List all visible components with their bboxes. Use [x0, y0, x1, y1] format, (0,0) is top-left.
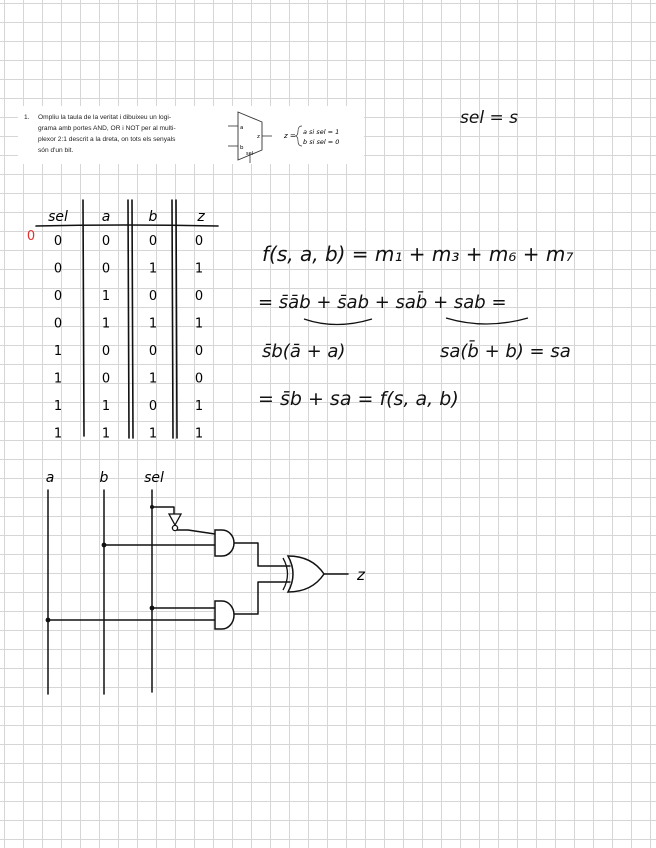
table-header: z	[197, 209, 205, 225]
junction-dot	[102, 543, 107, 548]
table-header: a	[101, 209, 111, 225]
instruction-line: Ompliu la taula de la veritat i dibuixeu un logi-	[38, 114, 172, 121]
table-cell: 0	[148, 344, 158, 359]
table-cell: 1	[53, 426, 63, 442]
instruction-line: són d'un bit.	[38, 147, 74, 154]
circuit-input-a-label: a	[45, 470, 55, 486]
table-header: sel	[48, 209, 68, 225]
table-cell: 1	[148, 426, 158, 442]
table-cell: 1	[101, 316, 111, 332]
instruction-line: plexor 2:1 descrit a la dreta, on tots els senyals	[38, 136, 176, 143]
table-cell: 1	[53, 371, 63, 387]
table-cell: 0	[101, 344, 111, 359]
table-cell: 1	[194, 426, 204, 442]
mux-formula-case2: b si sel = 0	[303, 138, 340, 146]
derivation-line-4: = s̄b + sa = f(s, a, b)	[258, 388, 459, 410]
table-cell: 0	[148, 399, 158, 414]
and-gate-top-icon	[215, 530, 234, 556]
table-cell: 1	[148, 261, 158, 277]
table-cell: 0	[148, 289, 158, 304]
mux-formula-lhs: z =	[284, 132, 296, 140]
circuit-wires	[48, 490, 348, 694]
mux-output-z-label: z	[257, 134, 260, 140]
sel-equals-s-note: sel = s	[460, 108, 518, 128]
table-cell: 1	[101, 426, 111, 442]
and-gate-bottom-icon	[215, 601, 234, 629]
table-cell: 1	[53, 399, 63, 414]
table-cell: 0	[53, 261, 63, 277]
table-cell: 0	[53, 234, 63, 249]
table-cell: 0	[53, 316, 63, 332]
table-cell: 0	[194, 344, 204, 359]
not-gate-icon	[169, 514, 181, 531]
mux-input-a-label: a	[240, 125, 244, 131]
or-gate-icon	[288, 556, 324, 592]
table-cell: 0	[53, 289, 63, 304]
circuit-input-b-label: b	[99, 470, 109, 486]
table-cell: 1	[148, 371, 158, 387]
table-cell: 1	[194, 399, 204, 414]
table-cell: 1	[53, 344, 63, 359]
circuit-output-z-label: z	[357, 566, 365, 584]
table-cell: 1	[101, 399, 111, 414]
table-cell: 0	[194, 371, 204, 387]
table-cell: 1	[194, 261, 204, 277]
derivation-line-3a: s̄b(ā + a)	[262, 341, 346, 362]
table-header: b	[148, 209, 158, 225]
table-cell: 1	[194, 316, 204, 332]
junction-dot	[46, 618, 51, 623]
derivation-line-3b: sa(b̄ + b) = sa	[440, 341, 571, 362]
derivation-line-1: f(s, a, b) = m₁ + m₃ + m₆ + m₇	[262, 242, 574, 266]
derivation-line-2: = s̄āb + s̄ab + sab̄ + sab =	[258, 292, 507, 313]
mux-input-b-label: b	[240, 145, 244, 151]
junction-dot	[150, 606, 155, 611]
table-cell: 0	[194, 289, 204, 304]
row-marker: 0	[26, 229, 36, 244]
circuit-input-labels	[46, 470, 164, 486]
circuit-input-sel-label: sel	[144, 470, 164, 486]
table-cell: 1	[148, 316, 158, 332]
table-cell: 0	[101, 371, 111, 387]
exercise-number: 1.	[24, 114, 30, 121]
table-cell: 0	[101, 234, 111, 249]
mux-sel-label: sel	[246, 151, 254, 157]
table-cell: 0	[194, 234, 204, 249]
mux-formula-case1: a si sel = 1	[303, 128, 340, 136]
junction-dot	[150, 505, 154, 509]
table-cell: 0	[148, 234, 158, 249]
table-cell: 0	[101, 261, 111, 277]
instruction-line: grama amb portes AND, OR i NOT per al multi-	[38, 125, 176, 132]
table-cell: 1	[101, 289, 111, 304]
